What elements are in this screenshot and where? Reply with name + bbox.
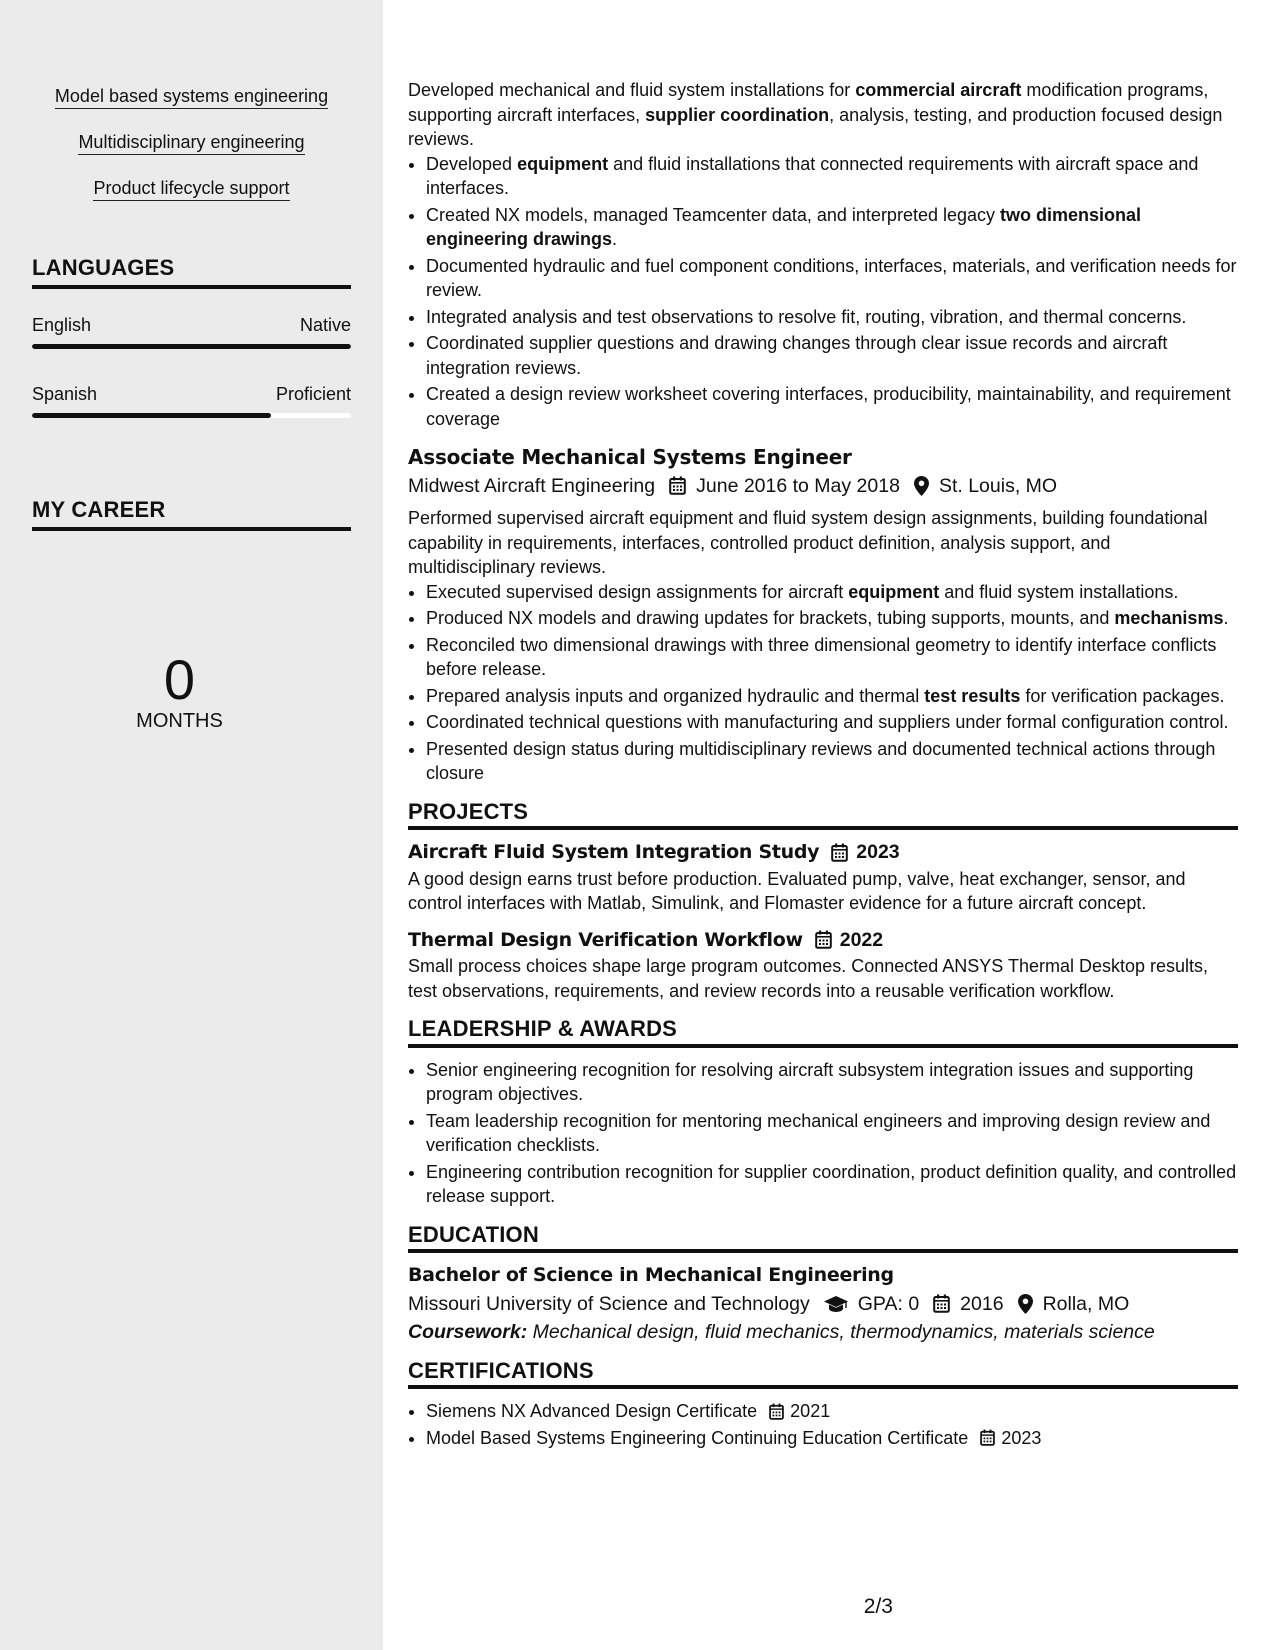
leadership-heading: LEADERSHIP & AWARDS bbox=[408, 1017, 1238, 1048]
bullet-item bbox=[426, 152, 1238, 201]
text-run: and fluid installations that connected requirements with aircraft space and interfaces. bbox=[426, 153, 1199, 198]
text-run: . bbox=[612, 229, 618, 249]
bullet-item bbox=[426, 633, 1238, 682]
text-run: modification programs, supporting aircraft interfaces, bbox=[408, 80, 1209, 125]
text-run: Prepared analysis inputs and organized hydraulic and thermal bbox=[426, 685, 925, 706]
text-run: Documented hydraulic and fuel component conditions, interfaces, materials, and verification needs for review. bbox=[426, 255, 1237, 300]
language-level: Native bbox=[299, 315, 351, 335]
language-level: Proficient bbox=[275, 384, 351, 404]
text-run: for verification packages. bbox=[1020, 685, 1225, 706]
language-proficiency-bar bbox=[32, 413, 351, 418]
languages-heading: LANGUAGES bbox=[32, 255, 351, 289]
certification-item bbox=[426, 1426, 1238, 1451]
certifications-heading: CERTIFICATIONS bbox=[408, 1359, 1238, 1390]
school-name: Missouri University of Science and Technology bbox=[408, 1292, 810, 1315]
bullet-item bbox=[426, 580, 1238, 605]
skill-item: Model based systems engineering bbox=[55, 84, 328, 109]
coursework-text: Mechanical design, fluid mechanics, thermodynamics, materials science bbox=[532, 1321, 1155, 1343]
text-run: Created a design review worksheet covering interfaces, producibility, maintainability, and requirement coverage bbox=[426, 384, 1231, 429]
text-run: and fluid system installations. bbox=[939, 581, 1179, 602]
page-number: 2/3 bbox=[863, 1595, 893, 1618]
text-run: . bbox=[1223, 608, 1229, 628]
calendar-icon bbox=[669, 476, 686, 495]
text-run: Created NX models, managed Teamcenter data, and interpreted legacy bbox=[426, 204, 1001, 225]
certification-year: 2021 bbox=[790, 1401, 831, 1421]
bullet-item bbox=[426, 331, 1238, 380]
leadership-item: • Team leadership recognition for mentoring mechanical engineers and improving design review and verification checklists. bbox=[426, 1109, 1238, 1158]
language-row bbox=[32, 383, 351, 405]
language-name: Spanish bbox=[32, 384, 98, 404]
language-row bbox=[32, 314, 351, 336]
project-name: Thermal Design Verification Workflow bbox=[408, 928, 803, 951]
career-unit: MONTHS bbox=[136, 710, 223, 732]
text-run: Developed mechanical and fluid system installations for bbox=[408, 80, 856, 100]
project-description: A good design earns trust before production. Evaluated pump, valve, heat exchanger, sensor, and control interfaces with Matlab, Simulink, and Flomaster evidence for a future aircraft concept. bbox=[408, 868, 1186, 913]
bullet-item bbox=[426, 684, 1238, 709]
certification-name: • Siemens NX Advanced Design Certificate bbox=[426, 1401, 758, 1421]
language-proficiency-fill bbox=[32, 413, 271, 418]
career-value: 0 bbox=[163, 648, 196, 711]
bullet-item bbox=[426, 203, 1238, 252]
project-item bbox=[408, 840, 1238, 916]
text-run: Reconciled two dimensional drawings with three dimensional geometry to identify interface conflicts before release. bbox=[426, 634, 1217, 679]
bullet-item bbox=[426, 305, 1238, 330]
calendar-icon bbox=[980, 1429, 995, 1446]
company-name: Midwest Aircraft Engineering bbox=[408, 474, 656, 497]
job-intro bbox=[408, 78, 1238, 152]
skills-list bbox=[32, 84, 351, 222]
skill-item: Product lifecycle support bbox=[93, 176, 289, 201]
project-item bbox=[408, 928, 1238, 1004]
calendar-icon bbox=[769, 1403, 784, 1420]
emphasis-text: test results bbox=[924, 685, 1021, 706]
emphasis-text: supplier coordination bbox=[645, 104, 830, 125]
calendar-icon bbox=[831, 843, 848, 862]
text-run: Integrated analysis and test observations to resolve fit, routing, vibration, and thermal concerns. bbox=[426, 306, 1187, 327]
text-run: , analysis, testing, and production focused design reviews. bbox=[408, 104, 1223, 149]
coursework bbox=[408, 1320, 1238, 1345]
calendar-icon bbox=[815, 930, 832, 949]
text-run: Executed supervised design assignments for aircraft bbox=[426, 581, 849, 602]
text-run: Produced NX models and drawing updates for brackets, tubing supports, mounts, and bbox=[426, 608, 1115, 628]
graduation-year: 2016 bbox=[960, 1292, 1004, 1315]
job-meta bbox=[408, 474, 1238, 499]
emphasis-text: equipment bbox=[848, 581, 940, 602]
language-proficiency-fill bbox=[32, 344, 351, 349]
project-year: 2023 bbox=[856, 841, 900, 863]
text-run: Presented design status during multidisciplinary reviews and documented technical actions through closure bbox=[426, 738, 1216, 783]
certification-year: 2023 bbox=[1001, 1427, 1042, 1448]
education-heading: EDUCATION bbox=[408, 1223, 1238, 1254]
sidebar bbox=[0, 0, 383, 1650]
education-meta bbox=[408, 1292, 1238, 1317]
bullet-item bbox=[426, 606, 1238, 631]
leadership-item: • Senior engineering recognition for resolving aircraft subsystem integration issues and supporting program objectives. bbox=[426, 1058, 1238, 1107]
certification-item bbox=[426, 1399, 1238, 1424]
emphasis-text: equipment bbox=[517, 153, 609, 174]
job-title: Associate Mechanical Systems Engineer bbox=[408, 445, 852, 469]
job-bullets bbox=[408, 152, 1238, 432]
gpa: GPA: 0 bbox=[857, 1292, 920, 1315]
job-dates: June 2016 to May 2018 bbox=[696, 474, 900, 497]
certification-name: • Model Based Systems Engineering Continuing Education Certificate bbox=[426, 1427, 969, 1448]
calendar-icon bbox=[933, 1294, 950, 1313]
leadership-item: • Engineering contribution recognition for supplier coordination, product definition quality, and controlled release support. bbox=[426, 1160, 1238, 1209]
school-location: Rolla, MO bbox=[1042, 1292, 1130, 1315]
job-bullets bbox=[408, 580, 1238, 786]
projects-heading: PROJECTS bbox=[408, 800, 1238, 831]
bullet-item bbox=[426, 710, 1238, 735]
graduation-cap-icon bbox=[824, 1295, 848, 1313]
text-run: Coordinated supplier questions and drawing changes through clear issue records and aircraft integration reviews. bbox=[426, 333, 1168, 378]
bullet-item bbox=[426, 382, 1238, 431]
job-intro bbox=[408, 506, 1238, 580]
certifications-list bbox=[408, 1399, 1238, 1450]
emphasis-text: commercial aircraft bbox=[855, 80, 1022, 100]
project-year: 2022 bbox=[839, 928, 884, 951]
main-content bbox=[408, 78, 1238, 1452]
project-description: Small process choices shape large program outcomes. Connected ANSYS Thermal Desktop results, test observations, requirements, and review records into a reusable verification workflow. bbox=[408, 956, 1209, 1001]
emphasis-text: mechanisms bbox=[1114, 608, 1224, 628]
job-location: St. Louis, MO bbox=[938, 474, 1058, 497]
text-run: Performed supervised aircraft equipment and fluid system design assignments, building foundational capability in requirements, interfaces, controlled product definition, analysis support, and multidisciplinary reviews. bbox=[408, 508, 1208, 577]
degree-title: Bachelor of Science in Mechanical Engineering bbox=[408, 1264, 894, 1286]
career-heading: MY CAREER bbox=[32, 497, 351, 531]
project-name: Aircraft Fluid System Integration Study bbox=[408, 841, 820, 863]
leadership-list bbox=[408, 1058, 1238, 1209]
bullet-item bbox=[426, 737, 1238, 786]
text-run: Developed bbox=[426, 153, 518, 174]
coursework-label: Coursework: bbox=[408, 1321, 528, 1343]
text-run: Coordinated technical questions with manufacturing and suppliers under formal configuration control. bbox=[426, 712, 1229, 732]
skill-item: Multidisciplinary engineering bbox=[78, 130, 304, 155]
language-name: English bbox=[32, 315, 92, 335]
language-proficiency-bar bbox=[32, 344, 351, 349]
location-pin-icon bbox=[1018, 1294, 1033, 1314]
bullet-item bbox=[426, 254, 1238, 303]
location-pin-icon bbox=[914, 476, 929, 496]
emphasis-text: two dimensional engineering drawings bbox=[426, 204, 1142, 249]
